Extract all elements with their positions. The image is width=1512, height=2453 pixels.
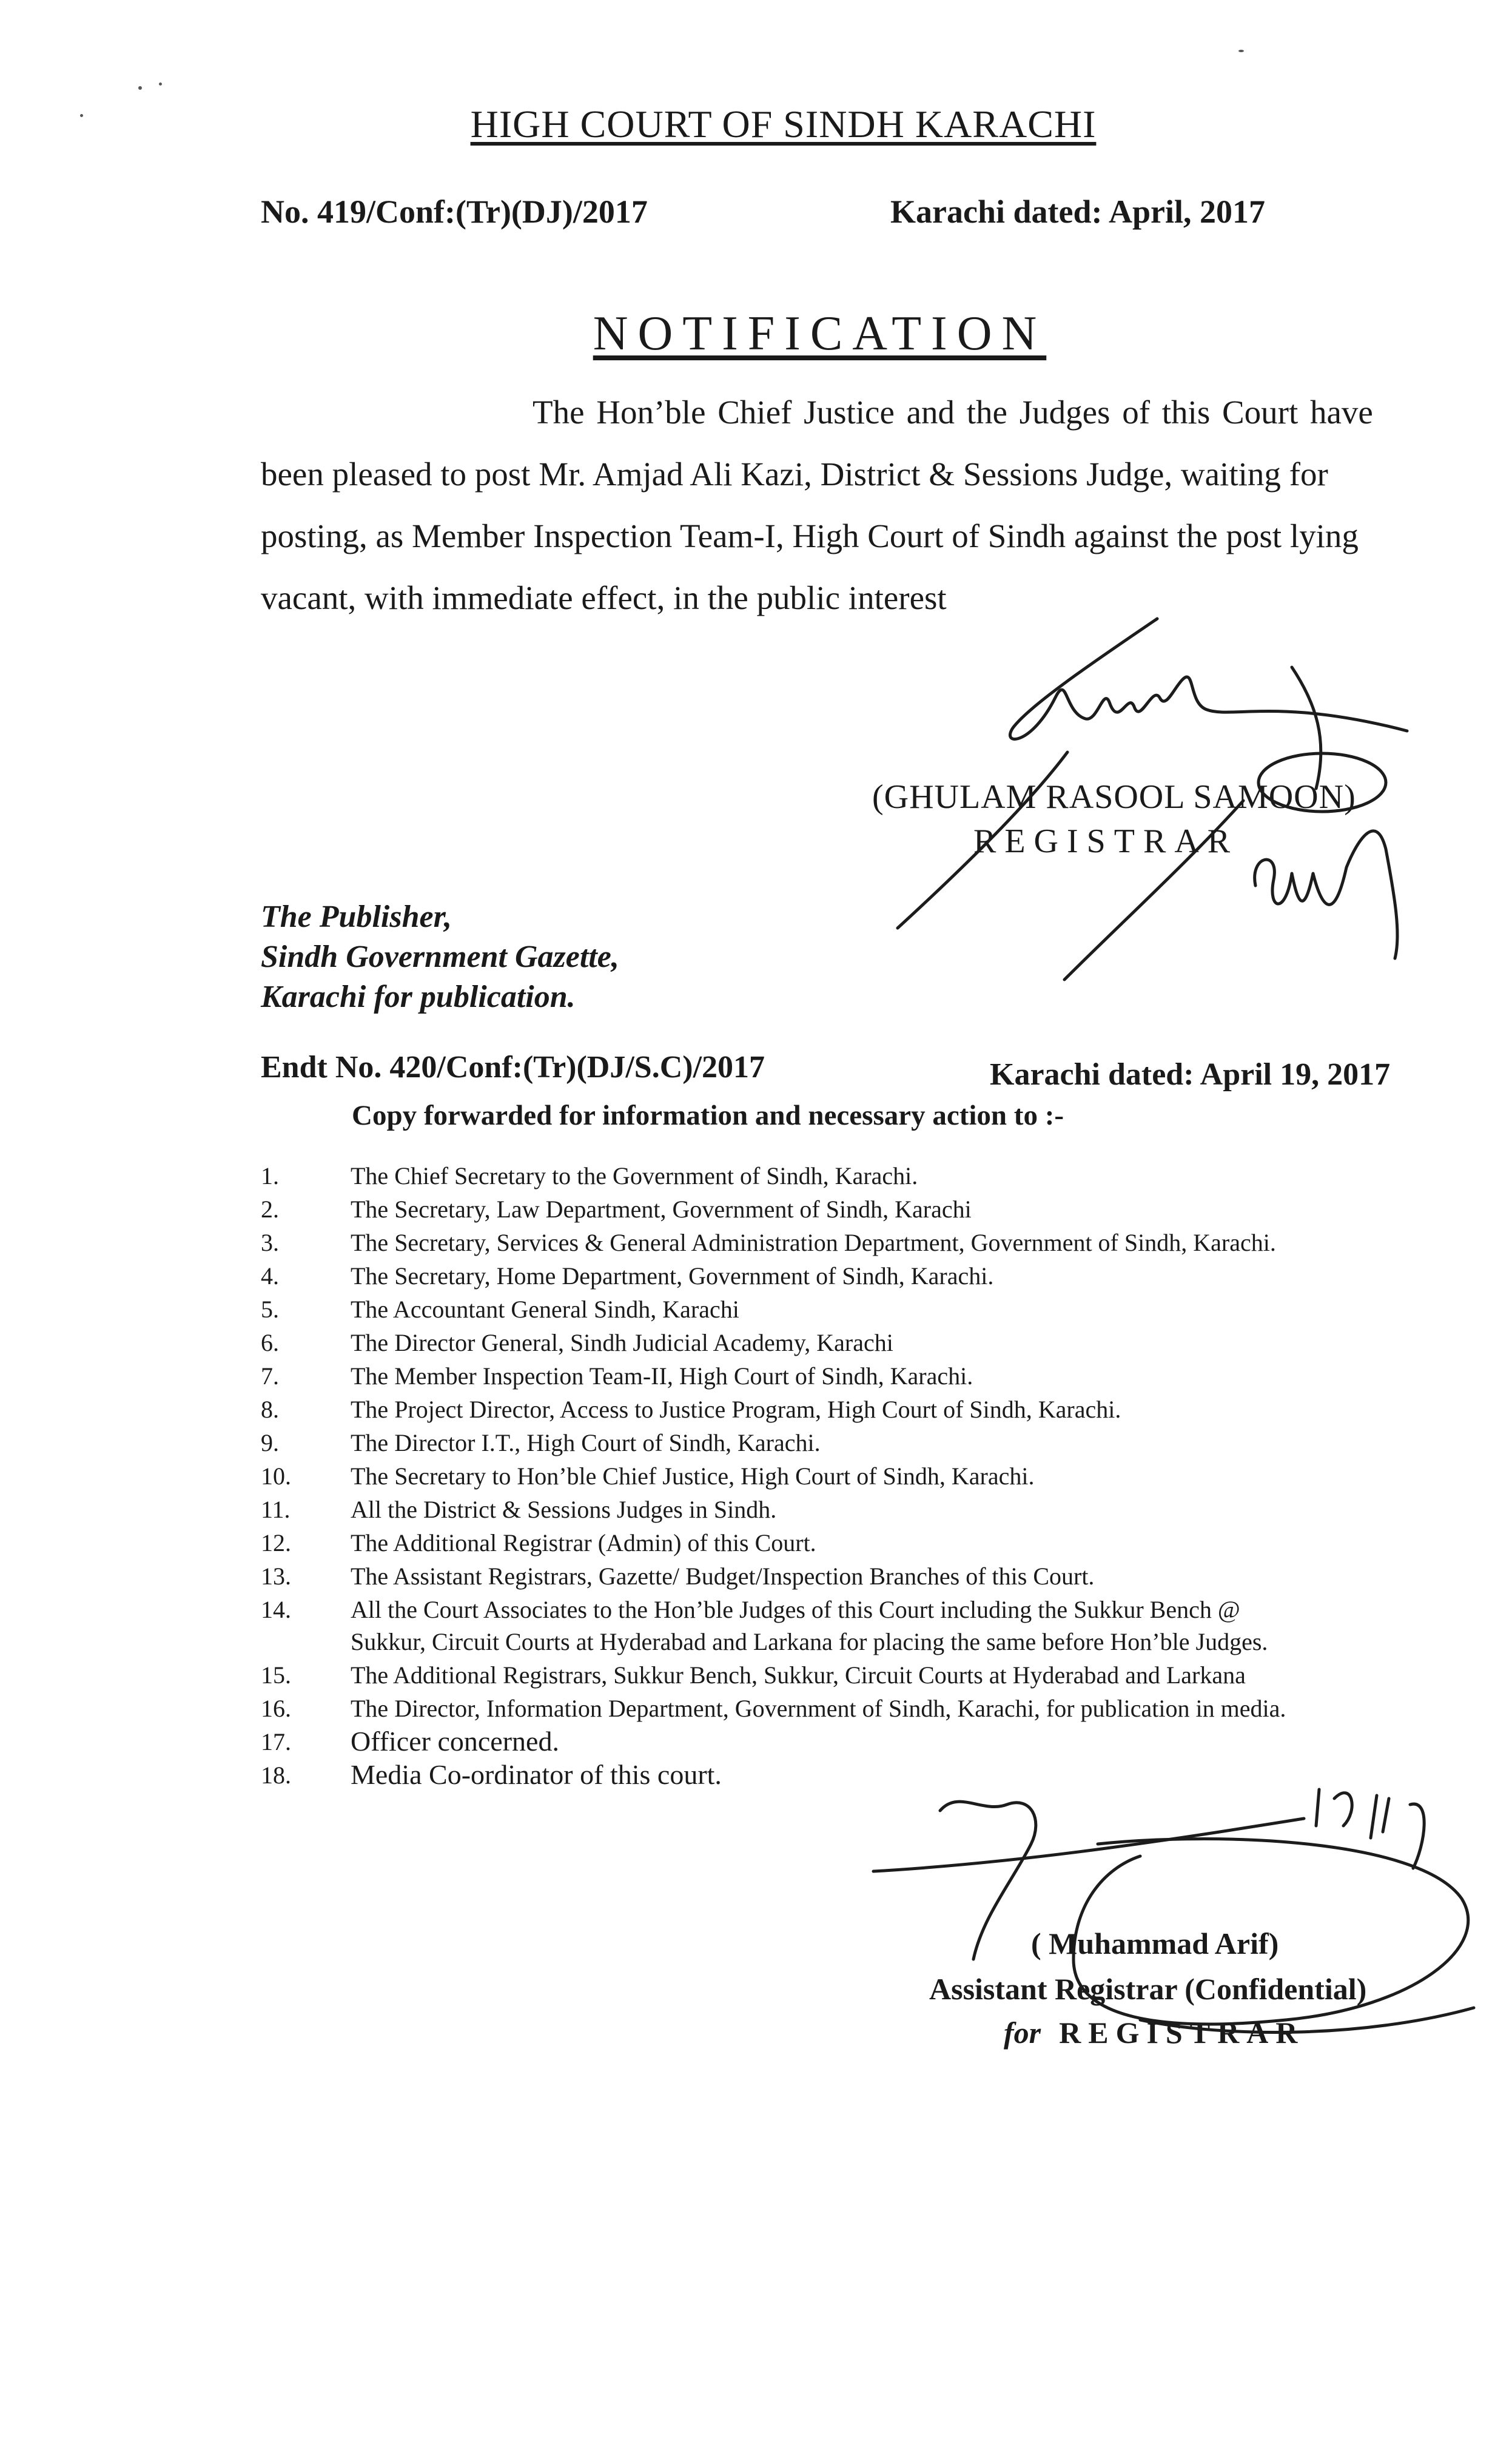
list-item-text: All the Court Associates to the Hon’ble Judges of this Court including the Sukkur Bench @ xyxy=(351,1596,1240,1623)
list-item-number: 3. xyxy=(261,1229,279,1256)
list-item-number: 9. xyxy=(261,1429,279,1456)
list-item-number: 5. xyxy=(261,1296,279,1323)
list-item-number: 6. xyxy=(261,1329,279,1356)
list-item-text-continued: Sukkur, Circuit Courts at Hyderabad and Larkana for placing the same before Hon’ble Judges. xyxy=(351,1628,1268,1655)
notification-line: posting, as Member Inspection Team-I, High Court of Sindh against the post lying xyxy=(261,517,1359,554)
endorsement-date: Karachi dated: April 19, 2017 xyxy=(990,1057,1391,1092)
registrar-initials xyxy=(1064,801,1397,980)
notification-line: vacant, with immediate effect, in the public interest xyxy=(261,579,947,616)
assistant-registrar-name: ( Muhammad Arif) xyxy=(1031,1926,1279,1960)
list-item-text: The Chief Secretary to the Government of Sindh, Karachi. xyxy=(351,1162,918,1189)
for-registrar-office: REGISTRAR xyxy=(1059,2016,1305,2050)
list-item-number: 13. xyxy=(261,1563,291,1590)
list-item-text: The Additional Registrar (Admin) of this Court. xyxy=(351,1529,816,1556)
list-item-text: Media Co-ordinator of this court. xyxy=(351,1759,722,1790)
list-item-text: The Secretary, Home Department, Government of Sindh, Karachi. xyxy=(351,1262,994,1290)
registrar-name: (GHULAM RASOOL SAMOON) xyxy=(872,778,1356,816)
list-item-text: Officer concerned. xyxy=(351,1726,559,1757)
assistant-signature-date xyxy=(1316,1789,1424,1868)
publisher-line: The Publisher, xyxy=(261,900,452,934)
list-item-text: The Project Director, Access to Justice Program, High Court of Sindh, Karachi. xyxy=(351,1396,1121,1423)
notification-date: Karachi dated: April, 2017 xyxy=(890,193,1265,230)
assistant-registrar-title: Assistant Registrar (Confidential) xyxy=(929,1972,1367,2006)
registrar-signature-stroke xyxy=(1292,667,1321,789)
list-item-text: The Member Inspection Team-II, High Court of Sindh, Karachi. xyxy=(351,1362,973,1390)
publisher-line: Karachi for publication. xyxy=(261,980,576,1014)
list-item-number: 17. xyxy=(261,1728,291,1755)
registrar-title: REGISTRAR xyxy=(973,823,1239,860)
list-item-number: 15. xyxy=(261,1661,291,1689)
registrar-signature xyxy=(1010,619,1407,739)
list-item-number: 10. xyxy=(261,1462,291,1490)
court-title: HIGH COURT OF SINDH KARACHI xyxy=(470,103,1097,146)
notification-line: The Hon’ble Chief Justice and the Judges of this Court have xyxy=(533,394,1373,431)
for-word: for xyxy=(1004,2016,1041,2050)
notification-number: No. 419/Conf:(Tr)(DJ)/2017 xyxy=(261,193,648,230)
list-item-text: All the District & Sessions Judges in Sindh. xyxy=(351,1496,777,1523)
list-item-text: The Accountant General Sindh, Karachi xyxy=(351,1296,739,1323)
list-item-number: 12. xyxy=(261,1529,291,1556)
list-item-number: 2. xyxy=(261,1196,279,1223)
assistant-signature xyxy=(940,1802,1036,1959)
list-item-text: The Director, Information Department, Government of Sindh, Karachi, for publication in media. xyxy=(351,1695,1286,1722)
list-item-text: The Director I.T., High Court of Sindh, Karachi. xyxy=(351,1429,821,1456)
list-item-number: 8. xyxy=(261,1396,279,1423)
list-item-number: 4. xyxy=(261,1262,279,1290)
list-item-number: 7. xyxy=(261,1362,279,1390)
list-item-text: The Secretary, Law Department, Government of Sindh, Karachi xyxy=(351,1196,972,1223)
list-item-number: 14. xyxy=(261,1596,291,1623)
list-item-number: 11. xyxy=(261,1496,291,1523)
registrar-signature-loop xyxy=(1258,753,1386,812)
list-item-text: The Director General, Sindh Judicial Academy, Karachi xyxy=(351,1329,893,1356)
list-item-text: The Additional Registrars, Sukkur Bench, Sukkur, Circuit Courts at Hyderabad and Larkana xyxy=(351,1661,1246,1689)
list-item-number: 1. xyxy=(261,1162,279,1189)
list-item-text: The Secretary, Services & General Administration Department, Government of Sindh, Karachi. xyxy=(351,1229,1276,1256)
list-item-number: 18. xyxy=(261,1762,291,1789)
assistant-signature-loop xyxy=(1074,1839,1468,2024)
copy-forwarded-line: Copy forwarded for information and necessary action to :- xyxy=(352,1100,1064,1131)
assistant-signature-tail xyxy=(1140,2008,1474,2032)
notification-line: been pleased to post Mr. Amjad Ali Kazi, District & Sessions Judge, waiting for xyxy=(261,456,1328,493)
list-item-number: 16. xyxy=(261,1695,291,1722)
registrar-signature-stroke xyxy=(898,752,1067,928)
list-item-text: The Assistant Registrars, Gazette/ Budget/Inspection Branches of this Court. xyxy=(351,1563,1095,1590)
list-item-text: The Secretary to Hon’ble Chief Justice, High Court of Sindh, Karachi. xyxy=(351,1462,1035,1490)
publisher-line: Sindh Government Gazette, xyxy=(261,940,619,974)
assistant-signature-line xyxy=(873,1819,1304,1871)
notification-heading: NOTIFICATION xyxy=(593,307,1047,360)
endorsement-number: Endt No. 420/Conf:(Tr)(DJ/S.C)/2017 xyxy=(261,1050,765,1085)
